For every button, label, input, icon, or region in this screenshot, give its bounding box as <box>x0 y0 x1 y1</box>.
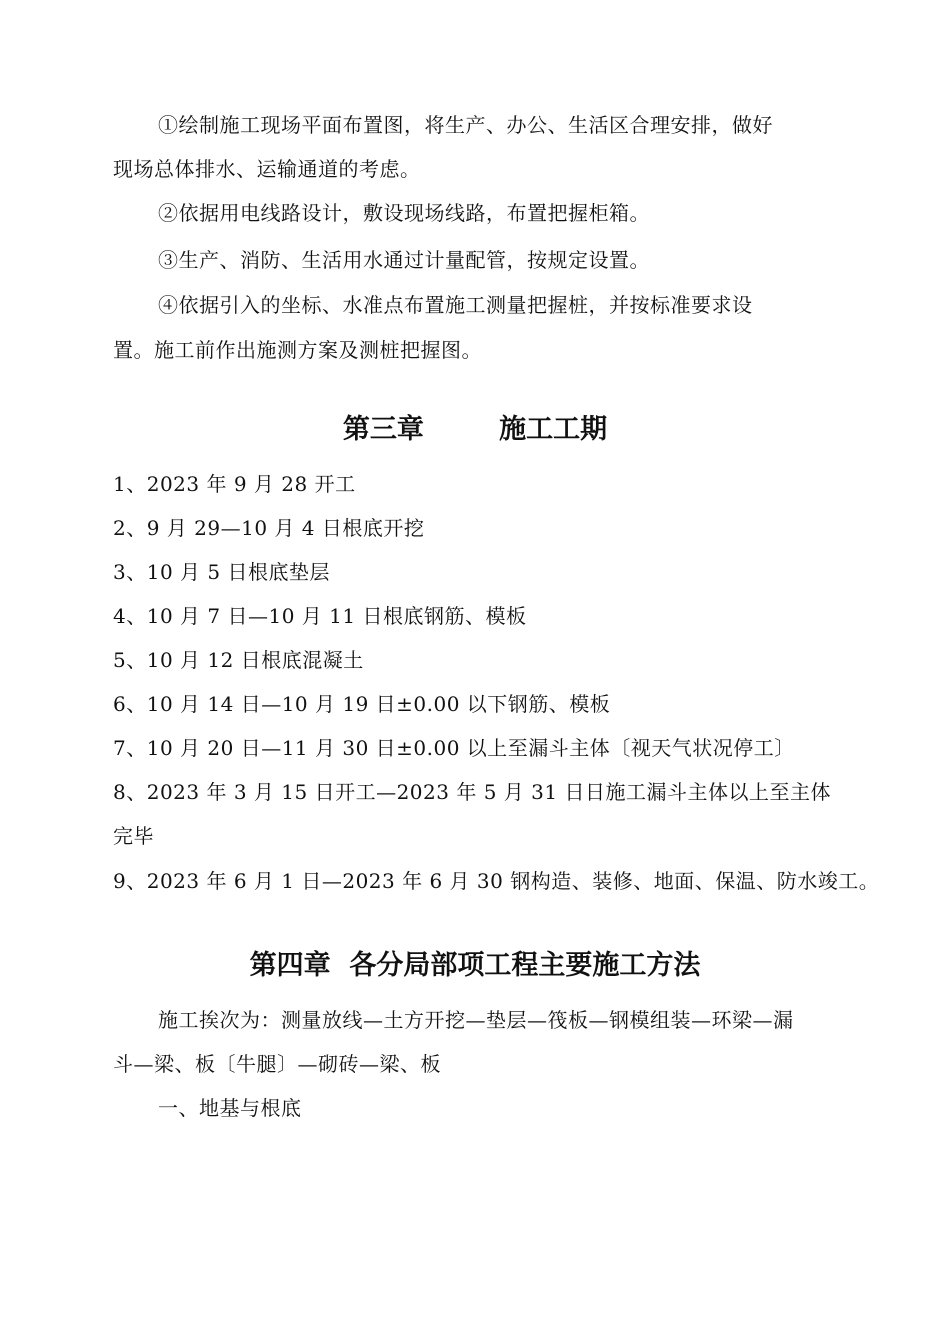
schedule-item-2: 2、9 月 29—10 月 4 日根底开挖 <box>113 516 425 540</box>
chapter4-paragraph-line-1: 施工挨次为：测量放线—土方开挖—垫层—筏板—钢模组装—环梁—漏 <box>158 1008 794 1032</box>
schedule-item-3: 3、10 月 5 日根底垫层 <box>113 560 330 584</box>
schedule-item-6: 6、10 月 14 日—10 月 19 日±0.00 以下钢筋、模板 <box>113 692 611 716</box>
intro-item-2: ②依据用电线路设计，敷设现场线路，布置把握柜箱。 <box>158 201 650 225</box>
intro-item-4: ④依据引入的坐标、水准点布置施工测量把握桩，并按标准要求设 <box>158 293 753 317</box>
intro-item-1-continued: 现场总体排水、运输通道的考虑。 <box>113 157 421 181</box>
schedule-item-8-continued: 完毕 <box>113 824 154 848</box>
schedule-item-8: 8、2023 年 3 月 15 日开工—2023 年 5 月 31 日日施工漏斗主体以上至主体 <box>113 780 831 804</box>
schedule-item-5: 5、10 月 12 日根底混凝土 <box>113 648 364 672</box>
subsection-heading: 一、地基与根底 <box>158 1096 302 1120</box>
chapter3-title: 第三章 施工工期 <box>342 414 608 445</box>
chapter4-title: 第四章 各分局部项工程主要施工方法 <box>249 950 701 981</box>
schedule-item-9: 9、2023 年 6 月 1 日—2023 年 6 月 30 钢构造、装修、地面、保温、防水竣工。 <box>113 869 880 893</box>
intro-item-4-continued: 置。施工前作出施测方案及测桩把握图。 <box>113 338 482 362</box>
intro-item-3: ③生产、消防、生活用水通过计量配管，按规定设置。 <box>158 248 650 272</box>
chapter4-paragraph-line-2: 斗—梁、板〔牛腿〕—砌砖—梁、板 <box>113 1052 441 1076</box>
intro-item-1: ①绘制施工现场平面布置图，将生产、办公、生活区合理安排，做好 <box>158 113 773 137</box>
schedule-item-7: 7、10 月 20 日—11 月 30 日±0.00 以上至漏斗主体〔视天气状况停工〕 <box>113 736 795 760</box>
schedule-item-4: 4、10 月 7 日—10 月 11 日根底钢筋、模板 <box>113 604 527 628</box>
schedule-item-1: 1、2023 年 9 月 28 开工 <box>113 472 356 496</box>
